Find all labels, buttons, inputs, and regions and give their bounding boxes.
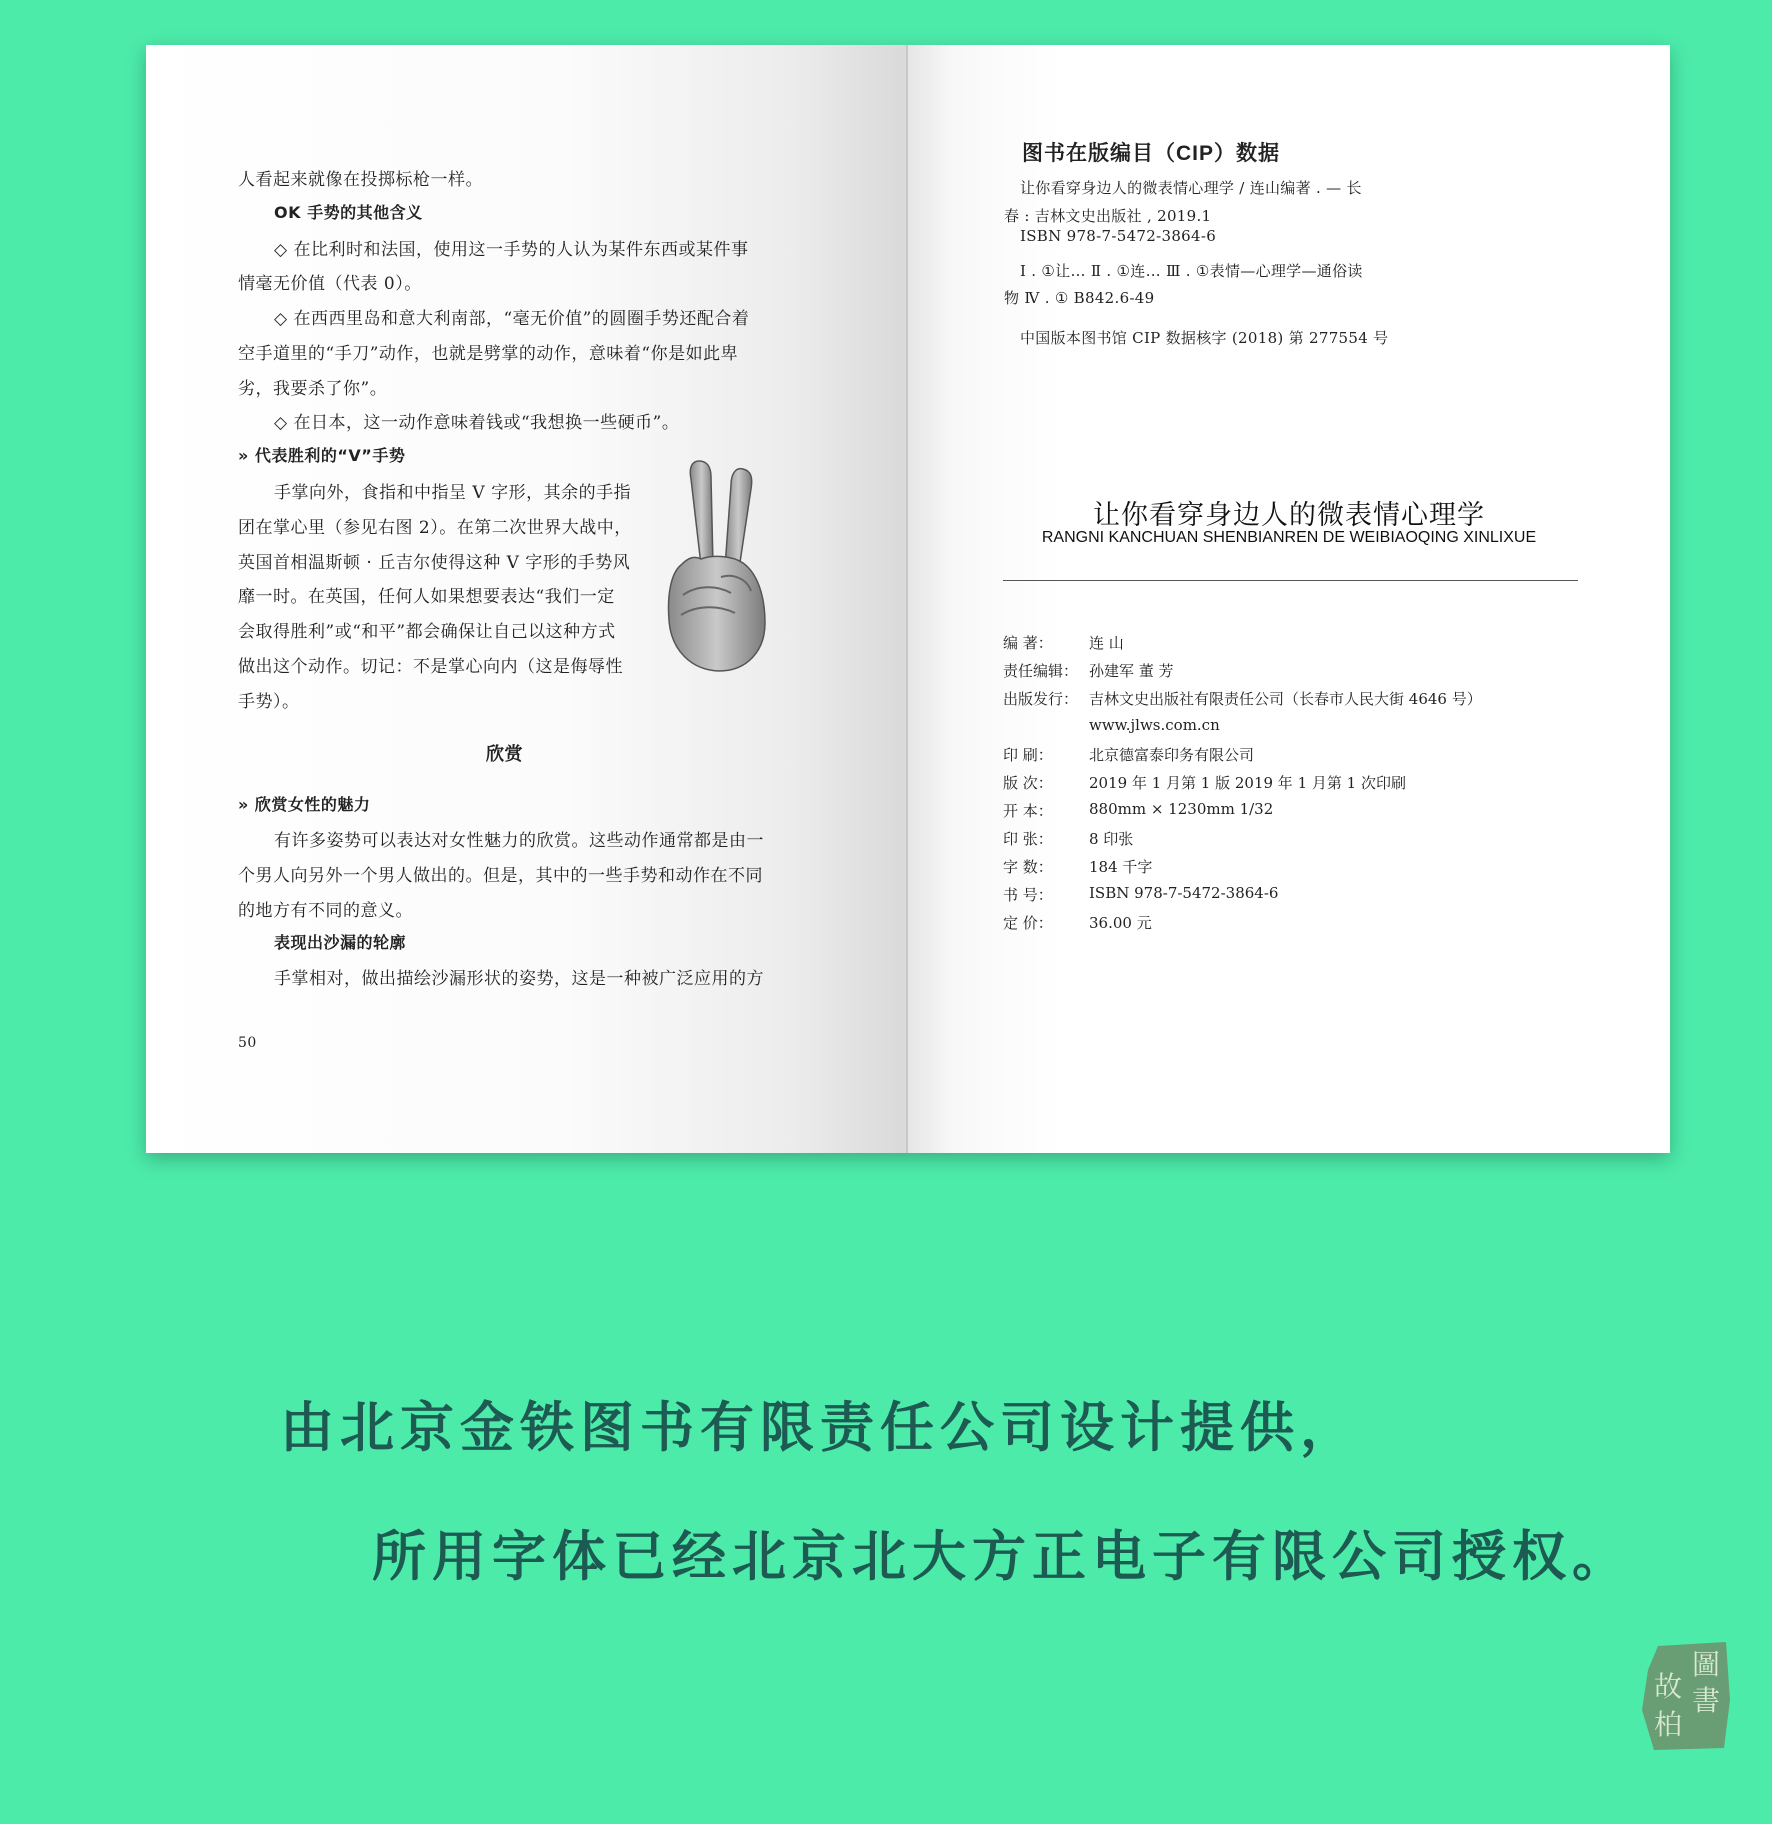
subheading-hourglass: 表现出沙漏的轮廓 — [274, 933, 407, 952]
meta-value: 孙建军 董 芳 — [1089, 662, 1174, 680]
right-page — [908, 45, 1670, 1153]
caption-line-1: 由北京金铁图书有限责任公司设计提供， — [280, 1395, 1360, 1459]
cip-line: 春 : 吉林文史出版社 , 2019.1 — [1004, 207, 1212, 225]
section-title-appreciation: 欣赏 — [486, 744, 523, 765]
cip-title: 图书在版编目（CIP）数据 — [1022, 142, 1281, 165]
meta-value: 880mm × 1230mm 1/32 — [1089, 800, 1274, 818]
meta-key: 版 次： — [1003, 774, 1053, 792]
meta-key: 责任编辑： — [1003, 662, 1079, 680]
meta-value: 184 千字 — [1089, 858, 1153, 876]
body-line: 会取得胜利”或“和平”都会确保让自己以这种方式 — [238, 622, 616, 642]
meta-value: 36.00 元 — [1089, 914, 1152, 932]
caption-line-2: 所用字体已经北京北大方正电子有限公司授权。 — [372, 1524, 1632, 1588]
meta-key: 书 号： — [1003, 886, 1053, 904]
body-line: 团在掌心里（参见右图 2）。在第二次世界大战中， — [238, 518, 632, 538]
meta-key: 出版发行： — [1003, 690, 1079, 708]
body-line: 手掌相对，做出描绘沙漏形状的姿势，这是一种被广泛应用的方 — [274, 969, 764, 989]
open-book — [146, 45, 1670, 1153]
meta-key: 开 本： — [1003, 802, 1053, 820]
left-page — [146, 45, 908, 1153]
meta-key: 定 价： — [1003, 914, 1053, 932]
cip-line: ISBN 978-7-5472-3864-6 — [1020, 227, 1217, 245]
body-line: ◇ 在比利时和法国，使用这一手势的人认为某件东西或某件事 — [274, 240, 749, 260]
meta-key: 印 张： — [1003, 830, 1053, 848]
body-line: 劣，我要杀了你”。 — [238, 379, 388, 399]
body-line: 做出这个动作。切记：不是掌心向内（这是侮辱性 — [238, 657, 623, 677]
body-line: ◇ 在日本，这一动作意味着钱或“我想换一些硬币”。 — [274, 413, 680, 433]
meta-key: 字 数： — [1003, 858, 1053, 876]
body-line: 英国首相温斯顿 · 丘吉尔使得这种 V 字形的手势风 — [238, 553, 631, 573]
meta-value: 2019 年 1 月第 1 版 2019 年 1 月第 1 次印刷 — [1089, 774, 1406, 792]
title-divider — [1003, 580, 1578, 581]
meta-value: 连 山 — [1089, 634, 1124, 652]
body-line: 手掌向外，食指和中指呈 V 字形，其余的手指 — [274, 483, 632, 503]
meta-value: 8 印张 — [1089, 830, 1134, 848]
body-line: 空手道里的“手刀”动作，也就是劈掌的动作，意味着“你是如此卑 — [238, 344, 739, 364]
cip-line: Ⅰ . ①让… Ⅱ . ①连… Ⅲ . ①表情—心理学—通俗读 — [1020, 262, 1363, 280]
subheading-ok-gesture: OK 手势的其他含义 — [274, 203, 423, 222]
body-line: 个男人向另外一个男人做出的。但是，其中的一些手势和动作在不同 — [238, 866, 763, 886]
body-line: 的地方有不同的意义。 — [238, 901, 413, 921]
body-line: 手势）。 — [238, 692, 300, 712]
svg-text:柏: 柏 — [1653, 1708, 1683, 1741]
seal-logo-icon — [1640, 1640, 1732, 1752]
meta-value-url: www.jlws.com.cn — [1089, 716, 1220, 734]
body-line: ◇ 在西西里岛和意大利南部，“毫无价值”的圆圈手势还配合着 — [274, 309, 750, 329]
svg-text:故: 故 — [1653, 1670, 1683, 1703]
meta-key: 编 著： — [1003, 634, 1053, 652]
meta-value: 北京德富泰印务有限公司 — [1089, 746, 1255, 764]
body-line: 有许多姿势可以表达对女性魅力的欣赏。这些动作通常都是由一 — [274, 831, 764, 851]
book-title-pinyin: RANGNI KANCHUAN SHENBIANREN DE WEIBIAOQING XINLIXUE — [1041, 529, 1537, 546]
meta-value: 吉林文史出版社有限责任公司（长春市人民大街 4646 号） — [1089, 690, 1482, 708]
cip-line: 中国版本图书馆 CIP 数据核字 (2018) 第 277554 号 — [1020, 329, 1389, 347]
body-line: 人看起来就像在投掷标枪一样。 — [238, 170, 483, 190]
meta-value: ISBN 978-7-5472-3864-6 — [1089, 884, 1279, 902]
cip-line: 物 Ⅳ . ① B842.6-49 — [1004, 289, 1155, 307]
section-heading-v-sign: » 代表胜利的“V”手势 — [238, 446, 406, 465]
section-heading-female-charm: » 欣赏女性的魅力 — [238, 795, 371, 814]
body-line: 情毫无价值（代表 0）。 — [238, 274, 422, 294]
page-number: 50 — [238, 1035, 257, 1051]
cip-line: 让你看穿身边人的微表情心理学 / 连山编著 . — 长 — [1020, 179, 1362, 197]
v-sign-hand-image — [661, 455, 771, 675]
meta-key: 印 刷： — [1003, 746, 1053, 764]
svg-text:書: 書 — [1691, 1684, 1721, 1717]
svg-text:圖: 圖 — [1691, 1648, 1721, 1681]
book-title: 让你看穿身边人的微表情心理学 — [1093, 500, 1485, 531]
body-line: 靡一时。在英国，任何人如果想要表达“我们一定 — [238, 587, 615, 607]
